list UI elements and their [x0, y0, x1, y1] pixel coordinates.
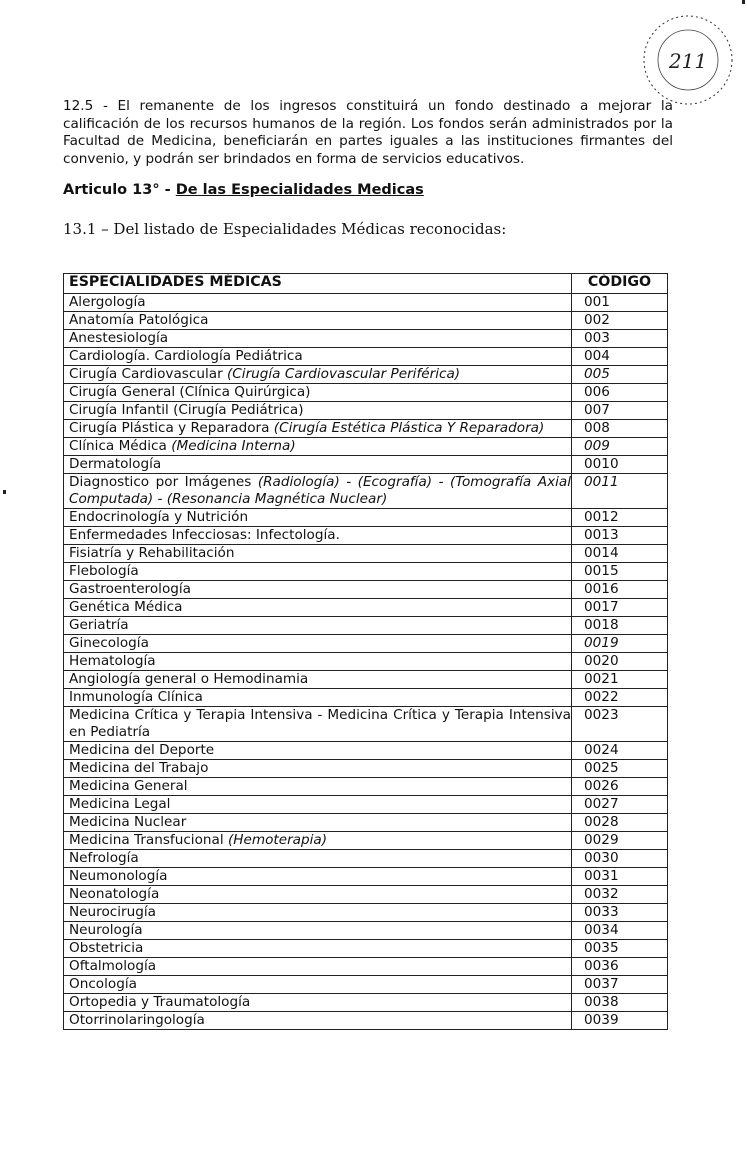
specialty-alias: (Cirugía Cardiovascular Periférica) — [227, 366, 461, 382]
specialty-code: 0038 — [572, 994, 668, 1012]
specialty-code: 0021 — [572, 671, 668, 689]
specialty-name-text: Cirugía Cardiovascular — [69, 366, 227, 382]
specialty-code: 0014 — [572, 545, 668, 563]
table-row — [64, 294, 668, 312]
specialty-name-text: Anatomía Patológica — [69, 312, 209, 328]
specialty-name-text: Otorrinolaringología — [69, 1012, 205, 1028]
specialty-name-text: Hematología — [69, 653, 156, 669]
table-row — [64, 653, 668, 671]
specialty-header: ESPECIALIDADES MÉDICAS — [64, 274, 572, 294]
specialty-name-text: Neurología — [69, 922, 143, 938]
specialty-name-text: Gastroenterología — [69, 581, 191, 597]
specialty-code: 0013 — [572, 527, 668, 545]
paragraph-12-5: 12.5 - El remanente de los ingresos constituirá un fondo destinado a mejorar la calificación de los recursos humanos de la región. Los fondos serán administrados por la Facultad de Medicina, beneficiarán en partes iguales a las instituciones firmantes del convenio, y podrán ser brindados en forma de servicios educativos. — [63, 98, 673, 167]
specialty-name-text: Cardiología. Cardiología Pediátrica — [69, 348, 303, 364]
table-header-row — [64, 274, 668, 294]
specialty-name-text: Medicina Transfucional — [69, 832, 228, 848]
specialty-code: 0035 — [572, 940, 668, 958]
specialty-name-text: Ginecología — [69, 635, 149, 651]
specialty-name-text: Medicina Nuclear — [69, 814, 187, 830]
specialty-name — [64, 348, 572, 366]
table-row — [64, 348, 668, 366]
specialty-name-text: Cirugía Infantil (Cirugía Pediátrica) — [69, 402, 304, 418]
specialty-name — [64, 940, 572, 958]
table-row — [64, 886, 668, 904]
article-heading — [63, 182, 424, 198]
specialty-code: 002 — [572, 312, 668, 330]
stamp-number: 211 — [668, 49, 708, 73]
table-row — [64, 940, 668, 958]
specialty-name — [64, 689, 572, 707]
specialty-name — [64, 868, 572, 886]
table-row — [64, 778, 668, 796]
specialty-code: 0033 — [572, 904, 668, 922]
specialty-name-text: Medicina del Deporte — [69, 742, 215, 758]
specialty-code: 0029 — [572, 832, 668, 850]
specialty-code: 0032 — [572, 886, 668, 904]
specialty-name — [64, 796, 572, 814]
specialty-name-text: Neumonología — [69, 868, 168, 884]
specialty-name — [64, 384, 572, 402]
specialty-name — [64, 563, 572, 581]
specialty-name — [64, 832, 572, 850]
specialty-name — [64, 707, 572, 742]
table-row — [64, 796, 668, 814]
specialty-name — [64, 814, 572, 832]
specialty-name — [64, 760, 572, 778]
specialty-name — [64, 581, 572, 599]
specialty-name-text: Dermatología — [69, 456, 162, 472]
specialty-name-text: Medicina General — [69, 778, 188, 794]
specialty-name — [64, 904, 572, 922]
specialty-name — [64, 527, 572, 545]
table-row — [64, 832, 668, 850]
specialty-code: 005 — [572, 366, 668, 384]
article-title: De las Especialidades Medicas — [175, 182, 424, 198]
table-row — [64, 760, 668, 778]
specialty-name-text: Medicina Crítica y Terapia Intensiva - Medicina Crítica y Terapia Intensiva en Pediatría — [69, 707, 571, 740]
specialty-name-text: Oftalmología — [69, 958, 157, 974]
specialty-name-text: Clínica Médica — [69, 438, 172, 454]
specialty-alias: (Hemoterapia) — [227, 832, 328, 848]
table-row — [64, 814, 668, 832]
margin-mark — [3, 490, 6, 494]
table-row — [64, 976, 668, 994]
specialty-code: 006 — [572, 384, 668, 402]
table-row — [64, 689, 668, 707]
specialty-name-text: Nefrología — [69, 850, 139, 866]
table-row — [64, 474, 668, 509]
specialty-name — [64, 976, 572, 994]
specialty-code: 0010 — [572, 456, 668, 474]
specialty-name — [64, 635, 572, 653]
specialty-code: 0022 — [572, 689, 668, 707]
table-row — [64, 527, 668, 545]
table-row — [64, 509, 668, 527]
specialty-code: 0036 — [572, 958, 668, 976]
specialty-code: 004 — [572, 348, 668, 366]
specialty-name-text: Medicina Legal — [69, 796, 171, 812]
specialty-name — [64, 509, 572, 527]
specialty-name-text: Oncología — [69, 976, 137, 992]
specialty-name-text: Anestesiología — [69, 330, 169, 346]
specialty-name-text: Angiología general o Hemodinamia — [69, 671, 309, 687]
specialty-name — [64, 545, 572, 563]
specialty-name — [64, 366, 572, 384]
table-row — [64, 868, 668, 886]
table-row — [64, 438, 668, 456]
table-row — [64, 456, 668, 474]
specialty-code: 0011 — [572, 474, 668, 509]
specialty-name — [64, 850, 572, 868]
table-row — [64, 1012, 668, 1030]
specialty-name — [64, 653, 572, 671]
specialty-code: 001 — [572, 294, 668, 312]
table-row — [64, 384, 668, 402]
specialty-code: 0034 — [572, 922, 668, 940]
specialty-name — [64, 330, 572, 348]
specialty-code: 0031 — [572, 868, 668, 886]
specialty-name-text: Geriatría — [69, 617, 129, 633]
article-label: Articulo 13° - — [63, 182, 176, 198]
specialty-name — [64, 294, 572, 312]
specialty-name — [64, 312, 572, 330]
specialty-alias: (Cirugía Estética Plástica Y Reparadora) — [273, 420, 545, 436]
specialty-code: 007 — [572, 402, 668, 420]
table-row — [64, 366, 668, 384]
specialty-name-text: Cirugía General (Clínica Quirúrgica) — [69, 384, 311, 400]
specialty-name — [64, 456, 572, 474]
specialty-code: 0028 — [572, 814, 668, 832]
specialty-name — [64, 922, 572, 940]
specialty-name-text: Obstetricia — [69, 940, 144, 956]
folio-stamp — [640, 12, 736, 108]
specialty-code: 0018 — [572, 617, 668, 635]
specialty-name-text: Neurocirugía — [69, 904, 156, 920]
table-row — [64, 635, 668, 653]
table-row — [64, 420, 668, 438]
specialties-table — [63, 273, 668, 1030]
specialty-code: 009 — [572, 438, 668, 456]
code-header: CÓDIGO — [572, 274, 668, 294]
specialty-name-text: Flebología — [69, 563, 139, 579]
specialty-name — [64, 617, 572, 635]
specialty-name — [64, 886, 572, 904]
specialty-name — [64, 1012, 572, 1030]
specialty-code: 0037 — [572, 976, 668, 994]
table-row — [64, 545, 668, 563]
specialty-name-text: Neonatología — [69, 886, 160, 902]
specialty-code: 0039 — [572, 1012, 668, 1030]
specialty-name-text: Cirugía Plástica y Reparadora — [69, 420, 274, 436]
table-row — [64, 581, 668, 599]
specialty-code: 0016 — [572, 581, 668, 599]
specialty-name — [64, 958, 572, 976]
specialty-code: 0023 — [572, 707, 668, 742]
specialty-code: 003 — [572, 330, 668, 348]
table-row — [64, 599, 668, 617]
table-row — [64, 904, 668, 922]
table-row — [64, 671, 668, 689]
specialty-code: 0015 — [572, 563, 668, 581]
specialty-code: 008 — [572, 420, 668, 438]
specialty-name — [64, 742, 572, 760]
table-row — [64, 617, 668, 635]
specialty-name — [64, 599, 572, 617]
specialty-code: 0012 — [572, 509, 668, 527]
specialty-name-text: Alergología — [69, 294, 146, 310]
specialty-code: 0024 — [572, 742, 668, 760]
specialty-name — [64, 778, 572, 796]
specialty-name-text: Fisiatría y Rehabilitación — [69, 545, 235, 561]
specialty-name — [64, 994, 572, 1012]
table-row — [64, 563, 668, 581]
specialty-name-text: Diagnostico por Imágenes — [69, 474, 258, 490]
scan-mark — [742, 0, 745, 4]
specialty-code: 0026 — [572, 778, 668, 796]
specialty-alias: (Medicina Interna) — [171, 438, 296, 454]
table-row — [64, 994, 668, 1012]
table-row — [64, 850, 668, 868]
table-row — [64, 958, 668, 976]
specialty-name — [64, 438, 572, 456]
specialty-code: 0019 — [572, 635, 668, 653]
table-row — [64, 707, 668, 742]
specialty-name-text: Enfermedades Infecciosas: Infectología. — [69, 527, 340, 543]
table-row — [64, 922, 668, 940]
specialty-name — [64, 671, 572, 689]
specialty-name-text: Inmunología Clínica — [69, 689, 203, 705]
table-row — [64, 330, 668, 348]
table-row — [64, 742, 668, 760]
specialty-name — [64, 420, 572, 438]
specialty-code: 0030 — [572, 850, 668, 868]
specialty-name-text: Medicina del Trabajo — [69, 760, 209, 776]
specialty-name — [64, 474, 572, 509]
specialty-code: 0027 — [572, 796, 668, 814]
specialty-code: 0020 — [572, 653, 668, 671]
specialty-alias: (Radiología) - (Ecografía) - (Tomografía Axial Computada) - (Resonancia Magnética Nuclear) — [69, 474, 571, 507]
table-row — [64, 402, 668, 420]
specialty-name-text: Ortopedia y Traumatología — [69, 994, 251, 1010]
table-row — [64, 312, 668, 330]
specialty-code: 0025 — [572, 760, 668, 778]
specialty-name — [64, 402, 572, 420]
section-intro: 13.1 – Del listado de Especialidades Médicas reconocidas: — [63, 220, 507, 238]
specialty-code: 0017 — [572, 599, 668, 617]
specialty-name-text: Endocrinología y Nutrición — [69, 509, 249, 525]
specialty-name-text: Genética Médica — [69, 599, 183, 615]
